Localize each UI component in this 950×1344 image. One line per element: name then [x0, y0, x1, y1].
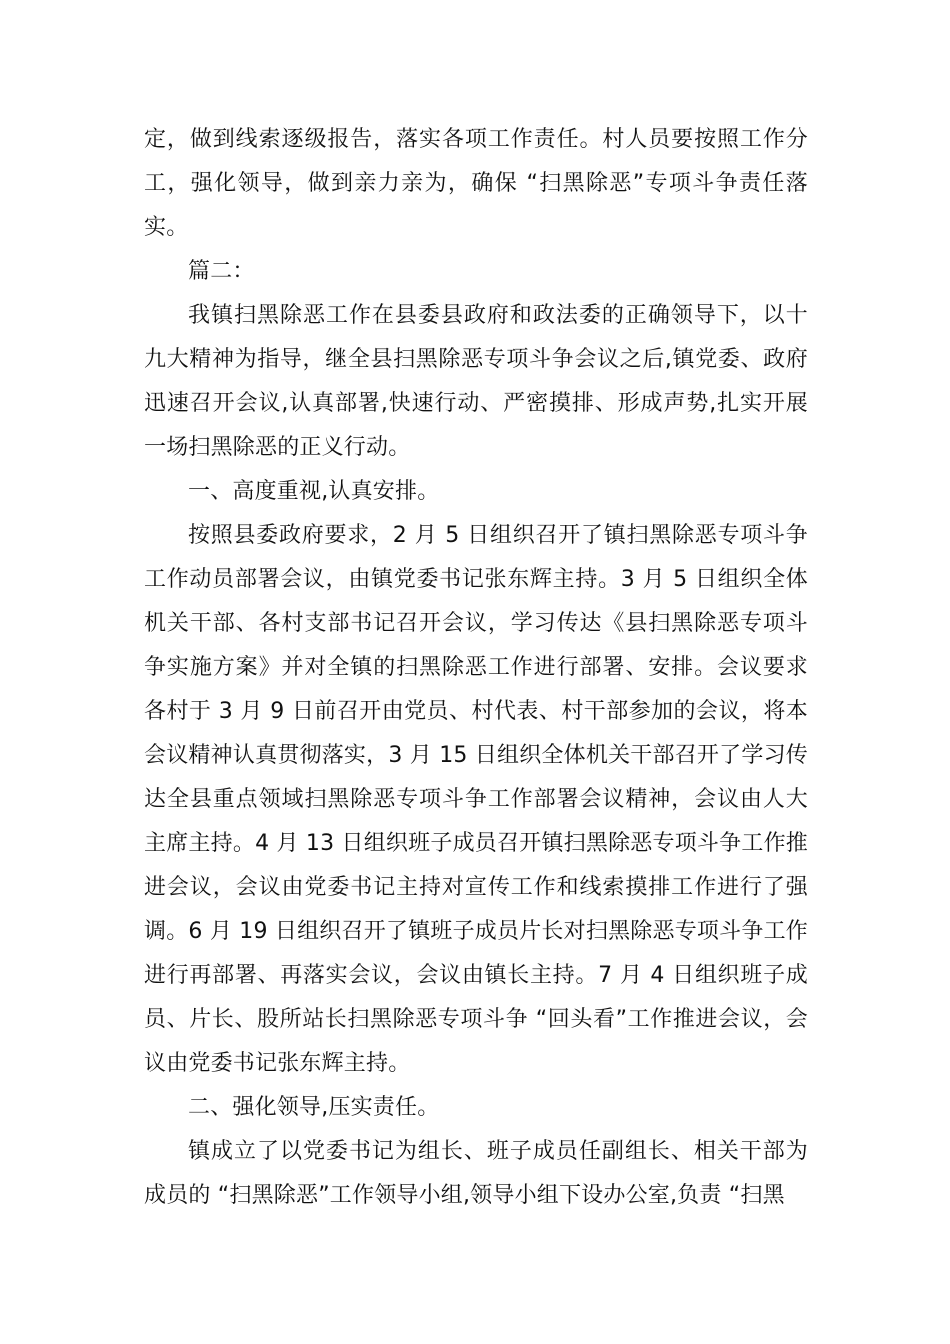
section-heading-two: 二、强化领导,压实责任。: [188, 1095, 440, 1120]
paragraph-leadership: 镇成立了以党委书记为组长、班子成员任副组长、相关干部为成员的 “扫黑除恶”工作领导小组,领导小组下设办公室,负责 “扫黑: [144, 1139, 808, 1208]
paragraph-continuation: 定，做到线索逐级报告，落实各项工作责任。村人员要按照工作分工，强化领导，做到亲力亲为，确保 “扫黑除恶”专项斗争责任落实。: [144, 127, 808, 240]
paragraph-intro: 我镇扫黑除恶工作在县委县政府和政法委的正确领导下，以十九大精神为指导，继全县扫黑除恶专项斗争会议之后,镇党委、政府迅速召开会议,认真部署,快速行动、严密摸排、形成声势,扎实开展一场扫黑除恶的正义行动。: [144, 303, 808, 460]
document-body: [144, 118, 808, 1218]
paragraph-meetings: 按照县委政府要求，2 月 5 日组织召开了镇扫黑除恶专项斗争工作动员部署会议，由镇党委书记张东辉主持。3 月 5 日组织全体机关干部、各村支部书记召开会议，学习传达《县扫黑除恶专项斗争实施方案》并对全镇的扫黑除恶工作进行部署、安排。会议要求各村于 3 月 9 日前召开由党员、村代表、村干部参加的会议，将本会议精神认真贯彻落实，3 月 15 日组织全体机关干部召开了学习传达全县重点领域扫黑除恶专项斗争工作部署会议精神，会议由人大主席主持。4 月 13 日组织班子成员召开镇扫黑除恶专项斗争工作推进会议，会议由党委书记主持对宣传工作和线索摸排工作进行了强调。6 月 19 日组织召开了镇班子成员片长对扫黑除恶专项斗争工作进行再部署、再落实会议，会议由镇长主持。7 月 4 日组织班子成员、片长、股所站长扫黑除恶专项斗争 “回头看”工作推进会议，会议由党委书记张东辉主持。: [144, 523, 808, 1076]
section-heading-part-two: 篇二：: [188, 259, 255, 284]
section-heading-one: 一、高度重视,认真安排。: [188, 479, 440, 504]
